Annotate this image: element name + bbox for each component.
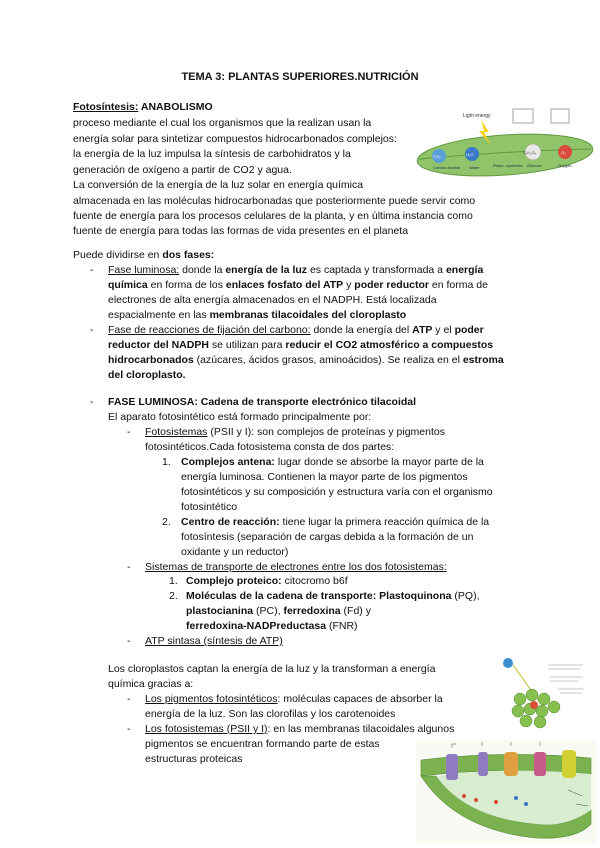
light-energy-label: Light energy [463,113,491,119]
bullet-dash: - [127,693,131,705]
moleculas-line: plastocianina (PC), ferredoxina (Fd) y [186,605,371,617]
photosystem-figure [488,655,588,735]
antena-line: fotosintético [181,501,238,513]
page-title: TEMA 3: PLANTAS SUPERIORES.NUTRICIÓN [181,71,419,83]
paragraph-line: energía solar para sintetizar compuestos hidrocarbonados complejos: [73,133,397,145]
label-carbon-dioxide: Carbon dioxide [433,165,460,170]
molecule-o2: O₂ [561,150,566,155]
list-numeral: 2. [162,516,171,528]
paragraph-line: la energía de la luz impulsa la síntesis de carbohidratos y la [73,148,351,160]
bullet-dash: - [90,324,94,336]
list-numeral: 1. [169,575,178,587]
bullet-dash: - [90,264,94,276]
paragraph-line: La conversión de la energía de la luz solar en energía química [73,179,364,191]
antena-line: Complejos antena: lugar donde se absorbe la mayor parte de la [181,456,484,468]
label-photosynthesis: Photo- synthesis [493,163,523,168]
bullet-dash: - [127,723,131,735]
centro-line: fotosíntesis (separación de cargas debida a la formación de un [181,531,474,543]
paragraph-line: proceso mediante el cual los organismos que la realizan usan la [73,117,372,129]
fase-luminosa-line: química en forma de los enlaces fosfato del ATP y poder reductor en forma de [108,279,488,291]
fase-luminosa-line: Fase luminosa: donde la energía de la luz es captada y transformada a energía [108,264,484,276]
pigmentos-line: energía de la luz. Son las clorofilas y los carotenoides [145,708,396,720]
label-oxygen: Oxygen [558,163,572,168]
moleculas-line: Moléculas de la cadena de transporte: Plastoquinona (PQ), [186,590,480,602]
fase-luminosa-line: espacialmente en las membranas tilacoidales del cloroplasto [108,309,407,321]
paragraph-line: fuente de energía para los procesos celulares de la planta, y en última instancia como [73,210,473,222]
label-glucose: Glucose [527,163,542,168]
antena-line: energía luminosa. Contienen la mayor parte de los pigmentos [181,471,468,483]
paragraph-line: generación de oxígeno a partir de CO2 y agua. [73,164,292,176]
molecule-h2o: H₂O [466,152,474,157]
fotosistemas-line: pigmentos se encuentran formando parte de estas [145,738,380,750]
paragraph-line: química gracias a: [108,678,194,690]
list-numeral: 1. [162,456,171,468]
list-numeral: 2. [169,590,178,602]
bullet-dash: - [127,426,131,438]
molecule-co2: CO₂ [433,154,441,159]
paragraph-line: fuente de energía para todas las formas de vida presentes en el planeta [73,225,409,237]
section-heading-fotosintesis: Fotosíntesis: ANABOLISMO [73,101,213,113]
fase-luminosa-line: electrones de alta energía almacenados en el NADPH. Está localizada [108,294,437,306]
fase-fijacion-line: reductor del NADPH se utilizan para reducir el CO2 atmosférico a compuestos [108,339,494,351]
moleculas-line: ferredoxina-NADPreductasa (FNR) [186,620,358,632]
photosynthesis-leaf-figure [413,105,596,182]
bullet-dash: - [90,396,94,408]
fase-fijacion-line: Fase de reacciones de fijación del carbono: donde la energía del ATP y el poder [108,324,484,336]
antena-line: fotosintéticos y su composición y estructura varía con el organismo [181,486,493,498]
sistemas-line: Sistemas de transporte de electrones entre los dos fotosistemas: [145,561,447,573]
complejo-line: Complejo proteico: citocromo b6f [186,575,348,587]
bullet-dash: - [127,561,131,573]
atp-sintasa-line: ATP sintasa (síntesis de ATP) [145,635,283,647]
fotosistemas-line: fotosintéticos.Cada fotosistema consta de dos partes: [145,441,395,453]
bullet-dash: - [127,635,131,647]
paragraph-line: almacenada en las moléculas hidrocarbonadas que posteriormente puede servir como [73,195,476,207]
fotosistemas-line: Fotosistemas (PSII y I): son complejos de proteínas y pigmentos [145,426,445,438]
pigmentos-line: Los pigmentos fotosintéticos: moléculas capaces de absorber la [145,693,443,705]
centro-line: Centro de reacción: tiene lugar la primera reacción química de la [181,516,490,528]
fases-intro: Puede dividirse en dos fases: [73,249,215,261]
fotosistemas-line: estructuras proteicas [145,753,243,765]
molecule-glucose: C₆H₁₂O₆ [523,151,537,155]
paragraph-line: Los cloroplastos captan la energía de la luz y la transforman a energía [108,663,436,675]
label-water: Water [469,165,480,170]
centro-line: oxidante y un reductor) [181,546,289,558]
paragraph-line: El aparato fotosintético está formado principalmente por: [108,411,372,423]
thylakoid-membrane-figure [416,740,596,844]
fase-fijacion-line: del cloroplasto. [108,369,186,381]
fase-fijacion-line: hidrocarbonados (azúcares, ácidos grasos, aminoácidos). Se realiza en el estroma [108,354,504,366]
fotosistemas-line: Los fotosistemas (PSII y I): en las membranas tilacoidales algunos [145,723,455,735]
section-heading-fase-luminosa: FASE LUMINOSA: Cadena de transporte electrónico tilacoidal [108,396,417,408]
